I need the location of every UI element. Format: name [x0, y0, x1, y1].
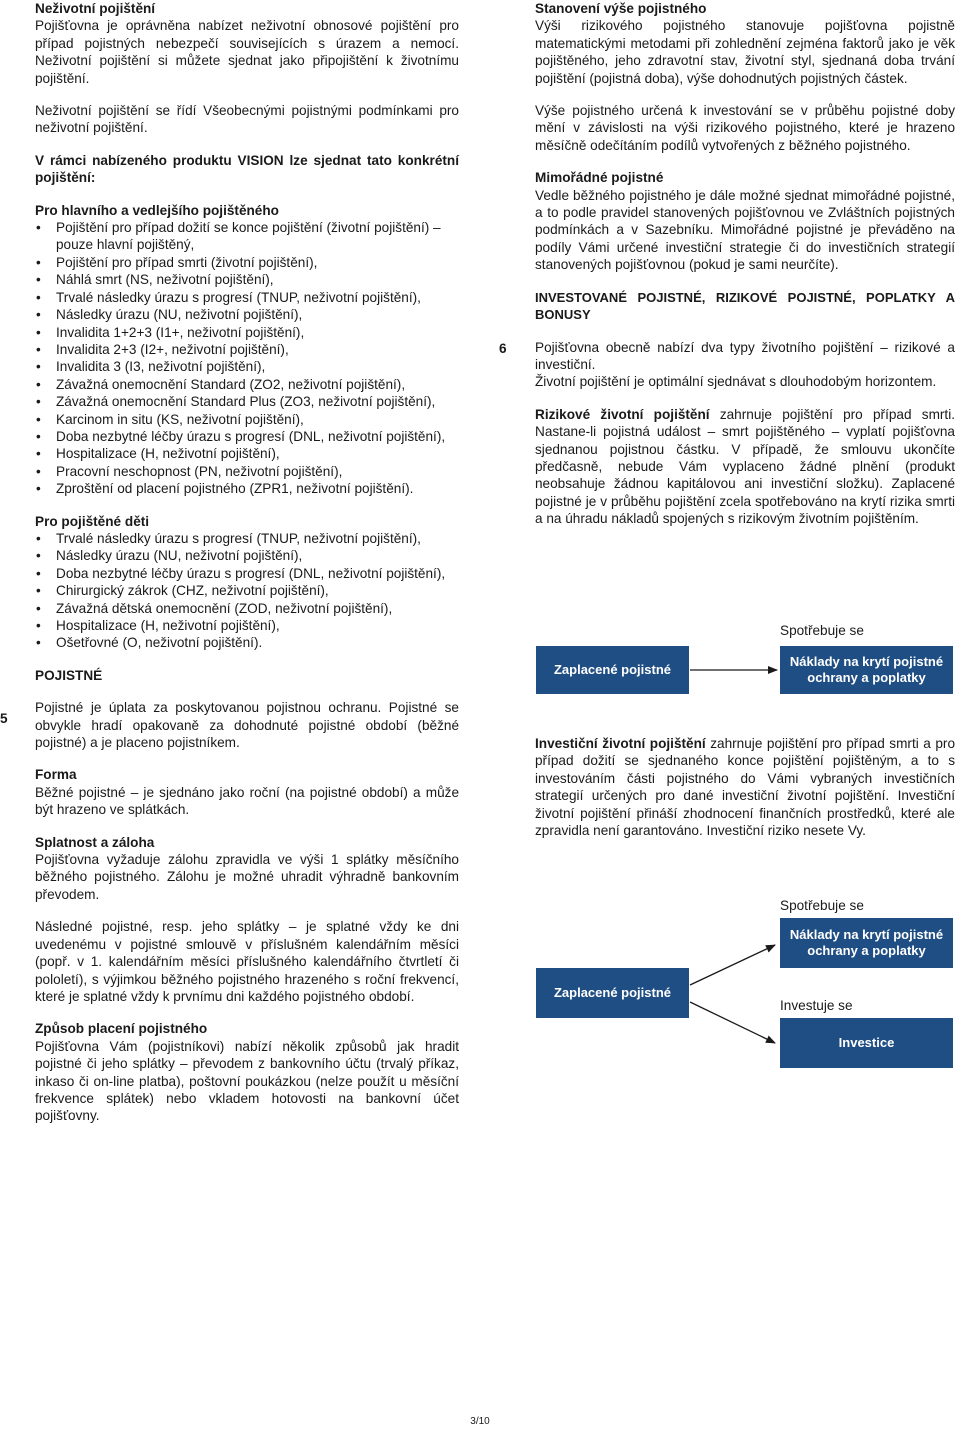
forma-heading: Forma	[35, 767, 77, 783]
diagram2-label-bottom: Investuje se	[780, 998, 853, 1013]
main-insured-list-item: • Náhlá smrt (NS, neživotní pojištění),	[35, 271, 459, 288]
diagram2-box-top: Náklady na krytí pojistné ochrany a poplatky	[780, 918, 953, 968]
kids-list-item: • Doba nezbytné léčby úrazu s progresí (DNL, neživotní pojištění),	[35, 565, 459, 582]
main-insured-list-item: • Invalidita 3 (I3, neživotní pojištění),	[35, 358, 459, 375]
diagram2-box-bottom: Investice	[780, 1018, 953, 1068]
nasledne-paragraph: Následné pojistné, resp. jeho splátky – je splatné vždy ke dni uvedenému v pojistné smlouvě v příslušném kalendářním měsíci (popř. v 1. kalendářním měsíci příslušného kalendářního čtvrtletí či pololetí), s výjimkou běžného pojistného hrazeného s roční frekvencí, které je splatné vždy k prvnímu dni každého pojistného období.	[35, 919, 459, 1004]
section-6-title: INVESTOVANÉ POJISTNÉ, RIZIKOVÉ POJISTNÉ, POPLATKY A BONUSY	[535, 289, 955, 323]
rizikove-lead: Rizikové životní pojištění	[535, 406, 710, 422]
mimoradne-heading: Mimořádné pojistné	[535, 170, 664, 186]
kids-list-item: • Hospitalizace (H, neživotní pojištění),	[35, 617, 459, 634]
main-insured-list-item: • Zproštění od placení pojistného (ZPR1, neživotní pojištění).	[35, 480, 459, 497]
diagram1-label-top: Spotřebuje se	[780, 623, 864, 638]
nonlife-paragraph-2: Neživotní pojištění se řídí Všeobecnými pojistnými podmínkami pro neživotní pojištění.	[35, 103, 459, 136]
stanoveni-paragraph-2: Výše pojistného určená k investování se v průběhu pojistné doby mění v závislosti na výši rizikového pojistného, které je hrazeno měsíčně odečítáním podílů vytvořených z běžného pojistného.	[535, 103, 955, 153]
forma-paragraph: Běžné pojistné – je sjednáno jako roční (na pojistné období) a může být hrazeno ve splátkách.	[35, 784, 459, 818]
kids-list-item: • Trvalé následky úrazu s progresí (TNUP, neživotní pojištění),	[35, 530, 459, 547]
page-number: 3/10	[470, 1416, 490, 1427]
main-insured-heading: Pro hlavního a vedlejšího pojištěného	[35, 202, 279, 218]
main-insured-list-item: • Závažná onemocnění Standard (ZO2, neživotní pojištění),	[35, 376, 459, 393]
section-5-title: POJISTNÉ	[35, 667, 103, 683]
section-6-paragraph-1a: Pojišťovna obecně nabízí dva typy životního pojištění – rizikové a investiční.	[535, 339, 955, 372]
rizikove-text: zahrnuje pojištění pro případ smrti. Nastane-li pojistná událost – smrt pojištěného – vyplatí pojišťovna sjednanou pojistnou částku. V případě, že smlouvu ukončíte předčasně, nebude Vám vyplaceno žádné plnění (produkt neobsahuje žádnou kapitálovou ani investiční složku). Zaplacené pojistné je v průběhu pojištění zcela spotřebováno na krytí rizika smrti a na úhradu nákladů spojených s rizikovým životním pojištěním.	[535, 406, 955, 527]
nonlife-heading: Neživotní pojištění	[35, 1, 156, 16]
section-6-paragraph-1b: Životní pojištění je optimální sjednávat s dlouhodobým horizontem.	[535, 374, 937, 390]
kids-heading: Pro pojištěné děti	[35, 513, 150, 529]
zpusob-paragraph: Pojišťovna Vám (pojistníkovi) nabízí několik způsobů jak hradit pojistné či jeho splátky – převodem z bankovního účtu (trvalý příkaz, inkaso či on-line platba), poštovní poukázkou (nelze použít u měsíční frekvence splátek) nebo vkladem hotovosti na bankovní účet pojišťovny.	[35, 1038, 459, 1124]
diagram2-box-left: Zaplacené pojistné	[536, 968, 689, 1018]
diagram1-box-left: Zaplacené pojistné	[536, 646, 689, 694]
main-insured-list-item: • Hospitalizace (H, neživotní pojištění),	[35, 445, 459, 462]
zpusob-heading: Způsob placení pojistného	[35, 1021, 208, 1037]
main-insured-list-item: • Trvalé následky úrazu s progresí (TNUP, neživotní pojištění),	[35, 289, 459, 306]
main-insured-list-item: • Invalidita 1+2+3 (I1+, neživotní pojištění),	[35, 324, 459, 341]
diagram2-arrow-up	[690, 945, 775, 985]
main-insured-list-item: • Karcinom in situ (KS, neživotní pojištění),	[35, 411, 459, 428]
kids-list-item: • Chirurgický zákrok (CHZ, neživotní pojištění),	[35, 582, 459, 599]
section-5-paragraph: Pojistné je úplata za poskytovanou pojistnou ochranu. Pojistné se obvykle hradí opakovaně za dohodnuté pojistné období (běžné pojistné) a je placeno pojistníkem.	[35, 700, 459, 751]
splatnost-paragraph: Pojišťovna vyžaduje zálohu zpravidla ve výši 1 splátky měsíčního běžného pojistného. Zálohu je možné uhradit výhradně bankovním převodem.	[35, 852, 459, 902]
section-5-number: 5	[0, 711, 8, 726]
kids-list-item: • Závažná dětská onemocnění (ZOD, neživotní pojištění),	[35, 600, 459, 617]
diagram2-label-top: Spotřebuje se	[780, 898, 864, 913]
vision-heading: V rámci nabízeného produktu VISION lze sjednat tato konkrétní pojištění:	[35, 152, 459, 186]
kids-list-item: • Ošetřovné (O, neživotní pojištění).	[35, 634, 459, 651]
mimoradne-paragraph: Vedle běžného pojistného je dále možné sjednat mimořádné pojistné, a to podle pravidel stanovených pojišťovnou ve Zvláštních pojistných podmínkách a v Sazebníku. Mimořádné pojistné je převáděno na podíly Vámi určené investiční strategie či do investičních strategií stanovených pojišťovnou (pokud je sami neurčíte).	[535, 187, 955, 273]
main-insured-list-item: • Doba nezbytné léčby úrazu s progresí (DNL, neživotní pojištění),	[35, 428, 459, 445]
main-insured-list-item: • Pojištění pro případ smrti (životní pojištění),	[35, 254, 459, 271]
splatnost-heading: Splatnost a záloha	[35, 834, 155, 850]
main-insured-list-item: • Následky úrazu (NU, neživotní pojištění),	[35, 306, 459, 323]
diagram1-box-right: Náklady na krytí pojistné ochrany a poplatky	[780, 646, 953, 694]
main-insured-list-item: • Pojištění pro případ dožití se konce pojištění (životní pojištění) – pouze hlavní pojištěný,	[35, 219, 459, 254]
investicni-text: zahrnuje pojištění pro případ smrti a pro případ dožití se sjednaného konce pojištění pojištěným, a to s investováním části pojistného do Vámi vybraných investičních strategií určených pro dané investiční životní pojištění. Investiční životní pojištění přináší zhodnocení finančních prostředků, které ale zpravidla není garantováno. Investiční riziko nesete Vy.	[535, 736, 955, 839]
stanoveni-paragraph-1: Výši rizikového pojistného stanovuje pojišťovna pojistně matematickými metodami při zohlednění zejména faktorů jako je věk pojištěného, jeho zdravotní stav, životní styl, sjednaná doba trvání pojištění (pojistná doba), výše dohodnutých pojistných částek.	[535, 18, 955, 86]
kids-list-item: • Následky úrazu (NU, neživotní pojištění),	[35, 547, 459, 564]
stanoveni-heading: Stanovení výše pojistného	[535, 1, 707, 16]
main-insured-list-item: • Invalidita 2+3 (I2+, neživotní pojištění),	[35, 341, 459, 358]
nonlife-paragraph-1: Pojišťovna je oprávněna nabízet neživotní obnosové pojištění pro případ pojistných nebezpečí souvisejících s úrazem a nemocí. Neživotní pojištění si můžete sjednat jako připojištění k životnímu pojištění.	[35, 18, 459, 86]
investicni-lead: Investiční životní pojištění	[535, 736, 706, 751]
section-6-number: 6	[499, 341, 507, 356]
diagram2-arrow-down	[690, 1002, 775, 1043]
main-insured-list-item: • Pracovní neschopnost (PN, neživotní pojištění),	[35, 463, 459, 480]
main-insured-list-item: • Závažná onemocnění Standard Plus (ZO3, neživotní pojištění),	[35, 393, 459, 410]
